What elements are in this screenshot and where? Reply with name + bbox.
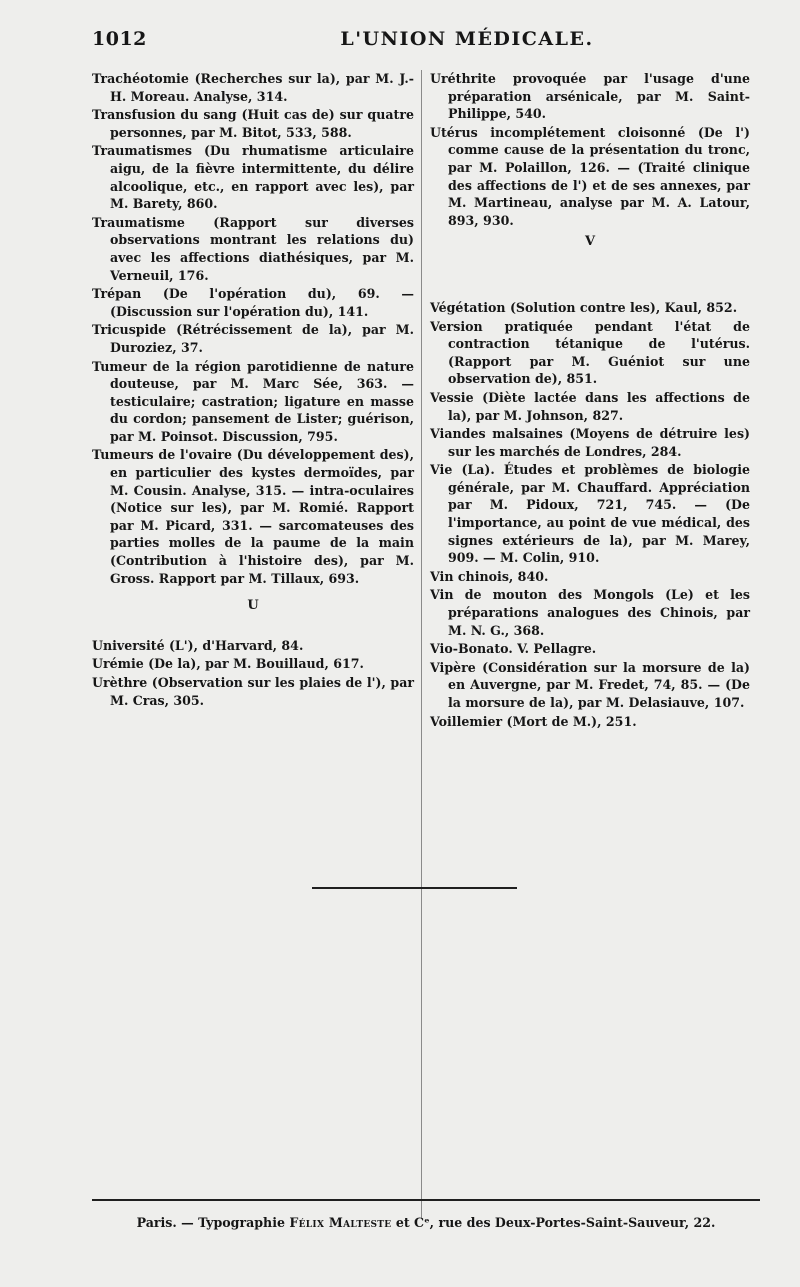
left-column bbox=[92, 70, 414, 710]
index-entry: Tumeur de la région parotidienne de nature douteuse, par M. Marc Sée, 363. — testiculaire; castration; ligature en masse du cordon; pansement de Lister; guérison, par M. Poinsot. Discussion, 795. bbox=[92, 358, 414, 444]
index-entry: Version pratiquée pendant l'état de contraction tétanique de l'utérus. (Rapport par M. Guéniot sur une observation de), 851. bbox=[430, 318, 750, 387]
printer-name: Félix Malteste bbox=[289, 1215, 392, 1230]
footer-rule bbox=[92, 1199, 760, 1201]
index-entry: Transfusion du sang (Huit cas de) sur quatre personnes, par M. Bitot, 533, 588. bbox=[92, 107, 414, 140]
index-entry: Trachéotomie (Recherches sur la), par M. J.-H. Moreau. Analyse, 314. bbox=[92, 71, 414, 104]
index-entry: Tumeurs de l'ovaire (Du développement des), en particulier des kystes dermoïdes, par M. Cousin. Analyse, 315. — intra-oculaires (Notice sur les), par M. Romié. Rapport par M. Picard, 331. — sarcomateuses des parties molles de la paume de la main (Contribution à l'histoire des), par M. Gross. Rapport par M. Tillaux, 693. bbox=[92, 447, 414, 586]
index-entry: Tricuspide (Rétrécissement de la), par M. Duroziez, 37. bbox=[92, 322, 414, 355]
printer-imprint bbox=[92, 1215, 760, 1230]
imprint-suffix: et Cᵉ, rue des Deux-Portes-Saint-Sauveur, 22. bbox=[395, 1215, 716, 1230]
index-entry: Urémie (De la), par M. Bouillaud, 617. bbox=[92, 656, 364, 672]
page-header bbox=[92, 24, 762, 58]
index-entry: Vipère (Considération sur la morsure de la) en Auvergne, par M. Fredet, 74, 85. — (De la morsure de la), par M. Delasiauve, 107. bbox=[430, 659, 750, 710]
section-letter-u: U bbox=[247, 598, 259, 614]
index-entry: Utérus incomplétement cloisonné (De l') comme cause de la présentation du tronc, par M. Polaillon, 126. — (Traité clinique des affections de l') et de ses annexes, par M. Martineau, analyse par M. A. Latour, 893, 930. bbox=[430, 124, 750, 228]
index-entry: Traumatismes (Du rhumatisme articulaire aigu, de la fièvre intermittente, du délire alcoolique, etc., en rapport avec les), par M. Barety, 860. bbox=[92, 143, 414, 212]
index-entry: Urèthre (Observation sur les plaies de l'), par M. Cras, 305. bbox=[92, 675, 414, 708]
column-divider bbox=[421, 70, 422, 1218]
end-rule bbox=[312, 887, 517, 889]
index-entry: Uréthrite provoquée par l'usage d'une préparation arsénicale, par M. Saint-Philippe, 540. bbox=[430, 71, 750, 122]
index-entry: Vio-Bonato. V. Pellagre. bbox=[430, 641, 597, 657]
page-number: 1012 bbox=[92, 28, 147, 50]
index-entry: Trépan (De l'opération du), 69. — (Discussion sur l'opération du), 141. bbox=[92, 286, 414, 319]
index-entry: Traumatisme (Rapport sur diverses observations montrant les relations du) avec les affections diathésiques, par M. Verneuil, 176. bbox=[92, 214, 414, 283]
right-column bbox=[430, 70, 750, 731]
index-entry: Végétation (Solution contre les), Kaul, 852. bbox=[430, 299, 738, 315]
index-entry: Viandes malsaines (Moyens de détruire les) sur les marchés de Londres, 284. bbox=[430, 426, 750, 459]
imprint-prefix: Paris. — Typographie bbox=[136, 1215, 286, 1230]
index-entry: Voillemier (Mort de M.), 251. bbox=[430, 713, 637, 729]
index-entry: Vin chinois, 840. bbox=[430, 568, 549, 584]
section-letter-v: V bbox=[584, 234, 596, 250]
index-entry: Vie (La). Études et problèmes de biologie générale, par M. Chauffard. Appréciation par M. Pidoux, 721, 745. — (De l'importance, au point de vue médical, des signes extérieurs de la), par M. Marey, 909. — M. Colin, 910. bbox=[430, 462, 750, 566]
index-entry: Université (L'), d'Harvard, 84. bbox=[92, 637, 304, 653]
journal-title: L'UNION MÉDICALE. bbox=[340, 28, 594, 50]
index-entry: Vin de mouton des Mongols (Le) et les préparations analogues des Chinois, par M. N. G., 368. bbox=[430, 587, 750, 638]
index-entry: Vessie (Diète lactée dans les affections de la), par M. Johnson, 827. bbox=[430, 389, 750, 423]
